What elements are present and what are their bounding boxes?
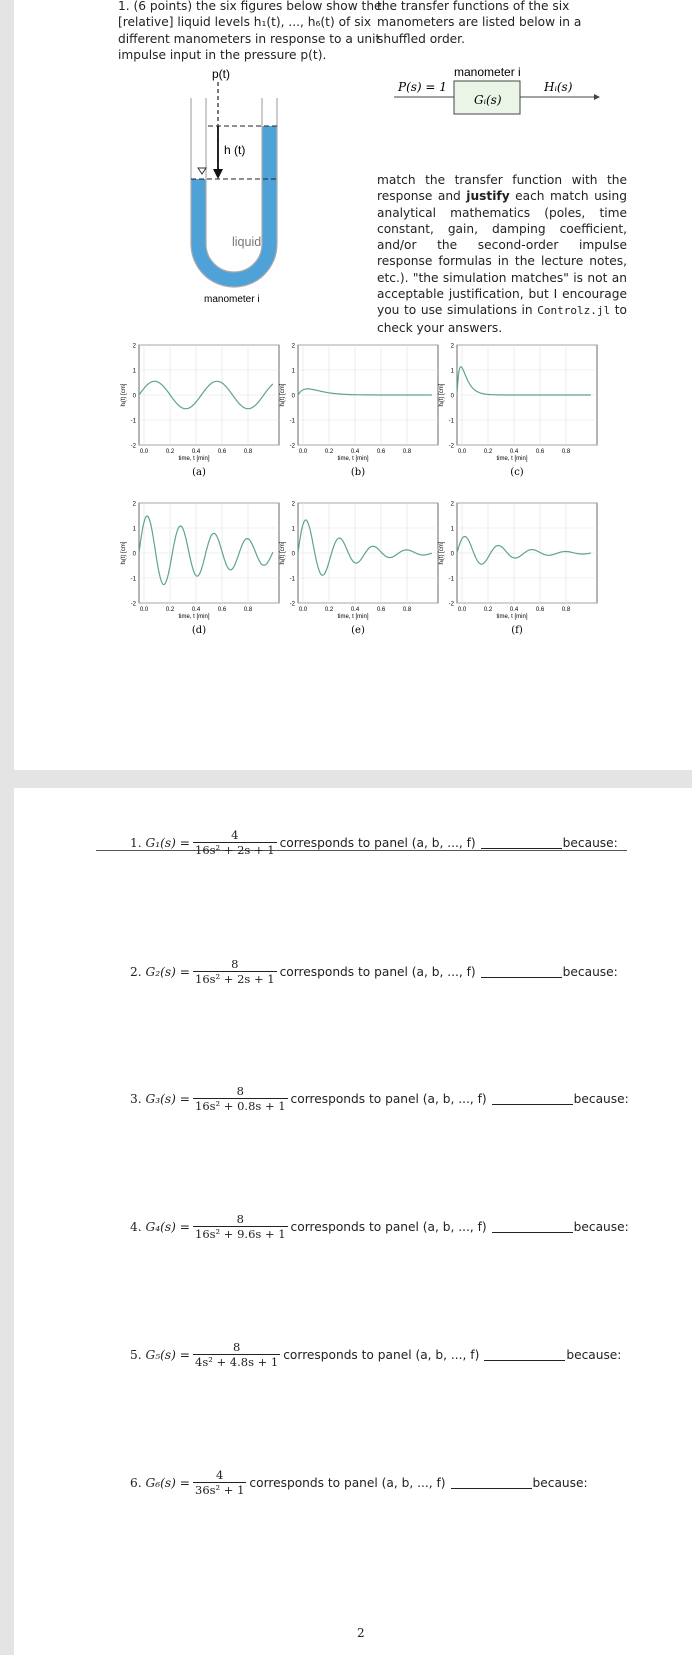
- y-tick-label: -1: [448, 576, 454, 583]
- fraction-numerator: 8: [232, 1340, 241, 1354]
- x-tick-label: 0.6: [535, 607, 545, 613]
- x-axis-label: time, t [min]: [337, 614, 369, 620]
- y-tick-label: 2: [450, 343, 454, 350]
- x-tick-label: 0.0: [457, 449, 467, 455]
- answer-blank[interactable]: [492, 1220, 573, 1233]
- y-tick-label: -1: [448, 418, 454, 425]
- question-lhs: G₄(s) =: [145, 1219, 190, 1234]
- output-label: Hᵢ(s): [544, 80, 573, 94]
- page-1: [14, 0, 692, 770]
- question-number: 1.: [130, 835, 142, 850]
- corresponds-text: corresponds to panel (a, b, ..., f): [290, 1091, 487, 1106]
- because-text: because:: [532, 1475, 588, 1490]
- y-tick-label: -2: [130, 601, 136, 608]
- instructions-bold: justify: [466, 189, 510, 204]
- x-tick-label: 0.6: [535, 449, 545, 455]
- question-6: [130, 1468, 588, 1497]
- x-tick-label: 0.4: [191, 607, 201, 613]
- y-tick-label: 0: [132, 551, 136, 558]
- y-tick-label: 0: [291, 551, 295, 558]
- x-tick-label: 0.2: [324, 607, 334, 613]
- y-axis-label: hᵢ(t) [cm]: [439, 541, 445, 565]
- x-tick-label: 0.4: [509, 449, 519, 455]
- question-2: [130, 957, 618, 986]
- answer-blank[interactable]: [451, 1476, 532, 1489]
- x-tick-label: 0.2: [483, 607, 493, 613]
- y-tick-label: -2: [130, 443, 136, 450]
- x-tick-label: 0.2: [483, 449, 493, 455]
- answer-blank[interactable]: [481, 965, 562, 978]
- because-text: because:: [573, 1091, 629, 1106]
- corresponds-text: corresponds to panel (a, b, ..., f): [290, 1219, 487, 1234]
- panel-label: (d): [191, 625, 207, 636]
- x-tick-label: 0.4: [509, 607, 519, 613]
- corresponds-text: corresponds to panel (a, b, ..., f): [249, 1475, 446, 1490]
- x-axis-label: time, t [min]: [337, 456, 369, 462]
- x-tick-label: 0.4: [350, 449, 360, 455]
- y-tick-label: 0: [291, 393, 295, 400]
- x-tick-label: 0.8: [402, 607, 412, 613]
- instructions-part-3: to check your answers.: [377, 303, 627, 335]
- transfer-fraction: [193, 1084, 288, 1113]
- question-number: 3.: [130, 1091, 142, 1106]
- x-tick-label: 0.2: [324, 449, 334, 455]
- height-label: h (t): [224, 143, 246, 157]
- y-axis-label: hᵢ(t) [cm]: [121, 541, 127, 565]
- x-tick-label: 0.6: [376, 449, 386, 455]
- question-3: [130, 1084, 629, 1113]
- y-tick-label: 1: [132, 368, 136, 375]
- question-lhs: G₆(s) =: [145, 1475, 190, 1490]
- x-tick-label: 0.4: [350, 607, 360, 613]
- x-tick-label: 0.8: [561, 449, 571, 455]
- page-2: [14, 788, 692, 1655]
- fraction-denominator: 16s² + 2s + 1: [195, 843, 275, 857]
- transfer-fraction: [193, 1340, 280, 1369]
- response-panels: [14, 0, 692, 770]
- x-tick-label: 0.0: [298, 449, 308, 455]
- panel-label: (e): [351, 625, 365, 636]
- fraction-numerator: 4: [216, 1468, 224, 1482]
- question-4: [130, 1212, 629, 1241]
- x-tick-label: 0.0: [139, 607, 149, 613]
- pressure-label: p(t): [212, 67, 230, 81]
- manometer-caption: manometer i: [204, 294, 260, 305]
- x-tick-label: 0.6: [217, 607, 227, 613]
- corresponds-text: corresponds to panel (a, b, ..., f): [283, 1347, 480, 1362]
- y-tick-label: -2: [289, 443, 295, 450]
- y-tick-label: 2: [291, 501, 295, 508]
- x-tick-label: 0.4: [191, 449, 201, 455]
- fraction-denominator: 36s² + 1: [195, 1483, 245, 1497]
- because-text: because:: [562, 964, 618, 979]
- answer-blank[interactable]: [492, 1092, 573, 1105]
- x-tick-label: 0.0: [457, 607, 467, 613]
- x-tick-label: 0.0: [298, 607, 308, 613]
- question-1: [130, 828, 618, 857]
- x-tick-label: 0.0: [139, 449, 149, 455]
- question-number: 2.: [130, 964, 142, 979]
- transfer-fraction: [193, 1212, 288, 1241]
- fraction-numerator: 8: [231, 957, 239, 971]
- y-tick-label: -2: [289, 601, 295, 608]
- question-number: 5.: [130, 1347, 142, 1362]
- transfer-fraction: [193, 828, 277, 857]
- panel-label: (f): [511, 625, 523, 636]
- question-lhs: G₁(s) =: [145, 835, 190, 850]
- x-axis-label: time, t [min]: [496, 614, 528, 620]
- y-axis-label: hᵢ(t) [cm]: [280, 541, 286, 565]
- question-5: [130, 1340, 621, 1369]
- y-tick-label: 1: [132, 526, 136, 533]
- transfer-fraction: [193, 1468, 246, 1497]
- fraction-numerator: 4: [231, 828, 239, 842]
- instructions-part-2: each match using analytical mathematics (poles, time constant, gain, damping coefficient, and/or the second-order impulse response formulas in the lecture notes, etc.). "the simulation matches" is not an acceptable justification, but I encourage you to use simulations in: [377, 189, 627, 318]
- x-tick-label: 0.8: [243, 607, 253, 613]
- y-tick-label: -1: [289, 576, 295, 583]
- transfer-fraction: [193, 957, 277, 986]
- answer-blank[interactable]: [481, 836, 562, 849]
- y-tick-label: 0: [450, 393, 454, 400]
- y-tick-label: 2: [291, 343, 295, 350]
- y-tick-label: 0: [450, 551, 454, 558]
- fraction-numerator: 8: [236, 1084, 244, 1098]
- question-lhs: G₃(s) =: [145, 1091, 190, 1106]
- x-tick-label: 0.2: [165, 607, 175, 613]
- x-axis-label: time, t [min]: [496, 456, 528, 462]
- because-text: because:: [566, 1347, 622, 1362]
- intro-right-text: the transfer functions of the six manometers are listed below in a shuffled order.: [377, 0, 582, 46]
- question-number: 4.: [130, 1219, 142, 1234]
- panel-label: (c): [510, 467, 524, 478]
- instructions-part-1: match the transfer function with the response and: [377, 173, 627, 204]
- because-text: because:: [562, 835, 618, 850]
- y-tick-label: 2: [450, 501, 454, 508]
- intro-left-text: 1. (6 points) the six figures below show the [relative] liquid levels h₁(t), ..., h₆(t) of six different manometers in response to a unit impulse input in the pressure p(t).: [118, 0, 382, 62]
- y-tick-label: 1: [291, 368, 295, 375]
- y-tick-label: -1: [130, 576, 136, 583]
- y-tick-label: -2: [448, 443, 454, 450]
- x-tick-label: 0.8: [402, 449, 412, 455]
- x-tick-label: 0.6: [217, 449, 227, 455]
- x-tick-label: 0.8: [243, 449, 253, 455]
- fraction-numerator: 8: [236, 1212, 244, 1226]
- question-lhs: G₂(s) =: [145, 964, 190, 979]
- x-tick-label: 0.6: [376, 607, 386, 613]
- y-tick-label: -1: [130, 418, 136, 425]
- fraction-denominator: 16s² + 0.8s + 1: [195, 1099, 286, 1113]
- corresponds-text: corresponds to panel (a, b, ..., f): [279, 835, 476, 850]
- y-tick-label: 1: [450, 526, 454, 533]
- y-tick-label: 0: [132, 393, 136, 400]
- instructions-code: Controlz.jl: [537, 304, 611, 318]
- y-tick-label: 1: [291, 526, 295, 533]
- because-text: because:: [573, 1219, 629, 1234]
- panel-label: (a): [192, 467, 206, 478]
- fraction-denominator: 4s² + 4.8s + 1: [195, 1355, 279, 1369]
- corresponds-text: corresponds to panel (a, b, ..., f): [279, 964, 476, 979]
- fraction-denominator: 16s² + 2s + 1: [195, 972, 275, 986]
- page-number: 2: [357, 1626, 365, 1640]
- y-tick-label: -1: [289, 418, 295, 425]
- y-tick-label: -2: [448, 601, 454, 608]
- panel-label: (b): [350, 467, 366, 478]
- x-axis-label: time, t [min]: [178, 456, 210, 462]
- liquid-label: liquid: [232, 235, 262, 249]
- input-label: P(s) = 1: [398, 80, 447, 94]
- x-tick-label: 0.2: [165, 449, 175, 455]
- block-label: Gᵢ(s): [474, 93, 502, 107]
- x-tick-label: 0.8: [561, 607, 571, 613]
- x-axis-label: time, t [min]: [178, 614, 210, 620]
- y-axis-label: hᵢ(t) [cm]: [121, 383, 127, 407]
- block-title: manometer i: [454, 65, 521, 79]
- y-axis-label: hᵢ(t) [cm]: [280, 383, 286, 407]
- y-tick-label: 2: [132, 501, 136, 508]
- y-tick-label: 1: [450, 368, 454, 375]
- y-tick-label: 2: [132, 343, 136, 350]
- question-lhs: G₅(s) =: [145, 1347, 190, 1362]
- question-number: 6.: [130, 1475, 142, 1490]
- answer-blank[interactable]: [484, 1348, 565, 1361]
- y-axis-label: hᵢ(t) [cm]: [439, 383, 445, 407]
- fraction-denominator: 16s² + 9.6s + 1: [195, 1227, 286, 1241]
